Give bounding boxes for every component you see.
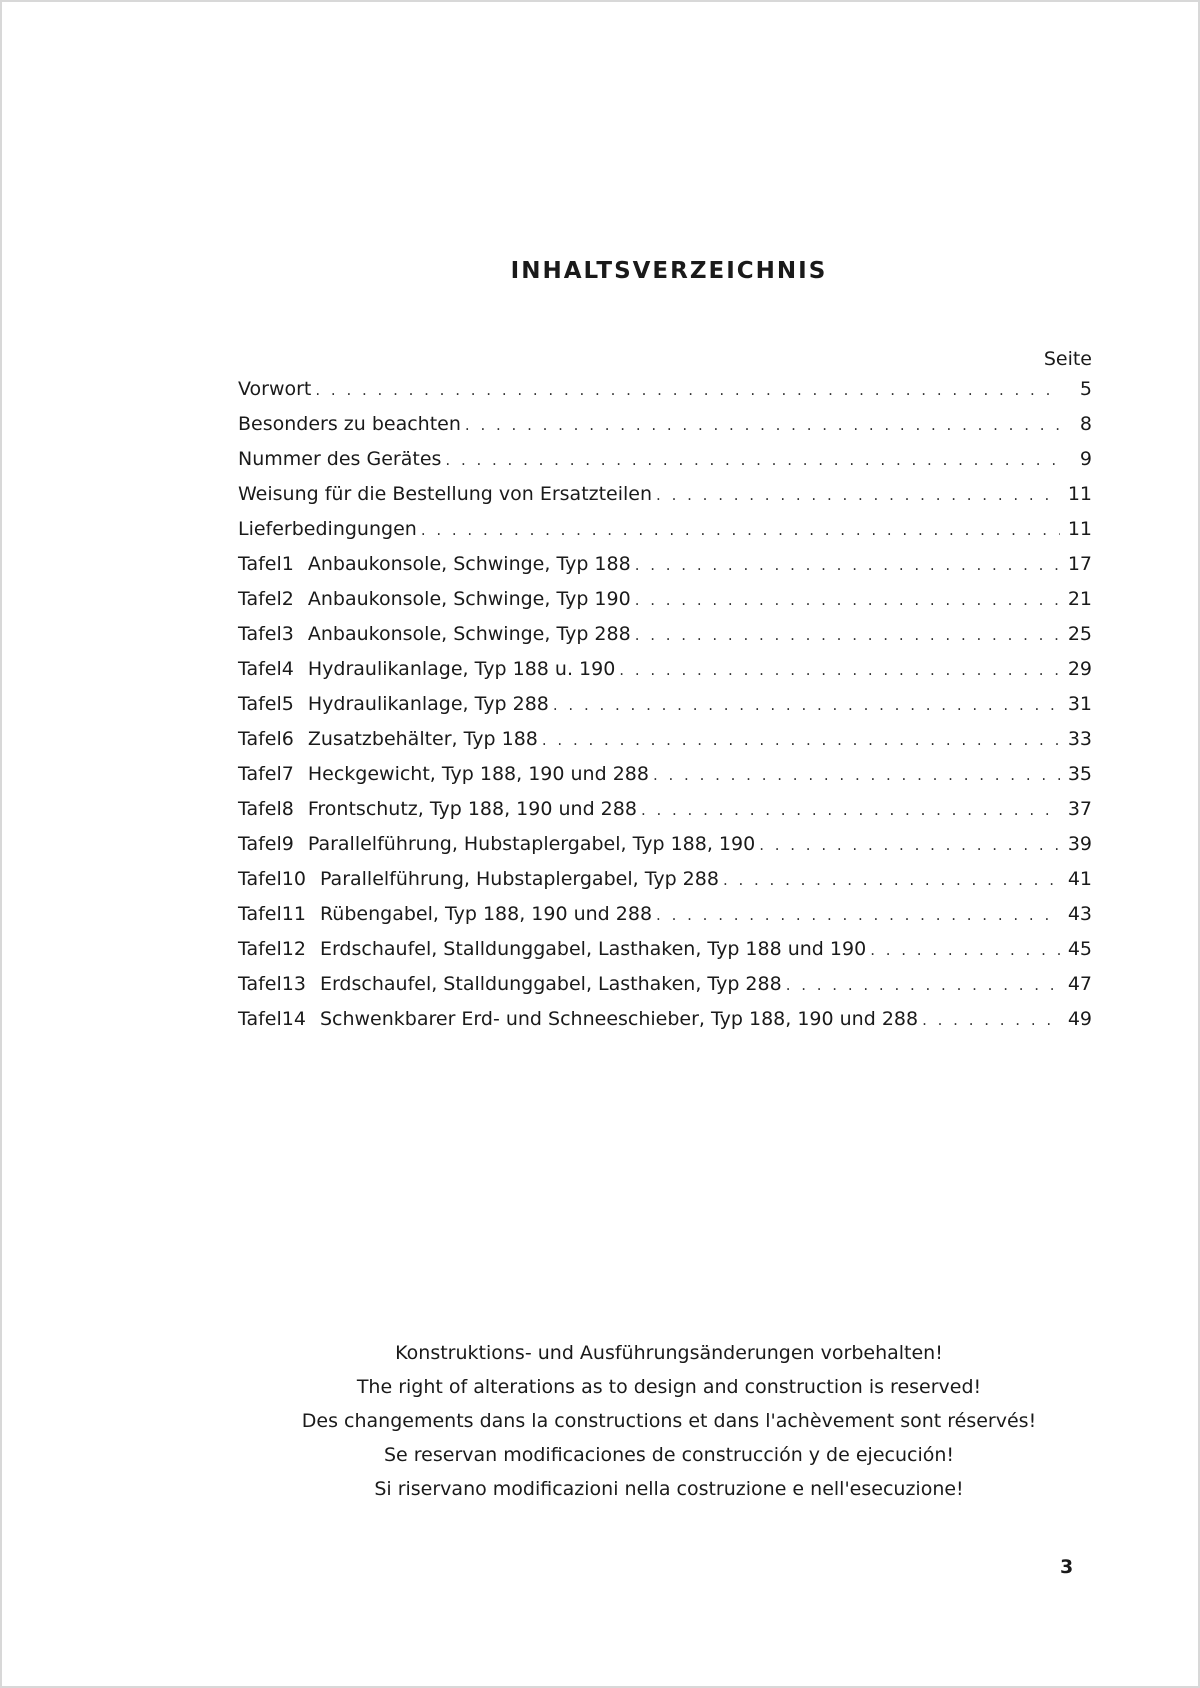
toc-entry-page: 25 xyxy=(1067,623,1092,645)
toc-entry-label: Heckgewicht, Typ 188, 190 und 288 xyxy=(307,763,649,785)
toc-entry-leader-dots xyxy=(542,731,1060,749)
page-number: 3 xyxy=(1060,1556,1074,1578)
toc-entry-leader-dots xyxy=(635,591,1060,609)
toc-entry-leader-dots xyxy=(786,976,1060,994)
toc-entry-page: 8 xyxy=(1079,413,1092,435)
toc-entry-leader-dots xyxy=(635,626,1060,644)
toc-entry-number: 14 xyxy=(281,1008,306,1030)
toc-entry-number: 10 xyxy=(281,868,306,890)
toc-entry-tafel: Tafel xyxy=(238,868,282,890)
toc-entry-label: Anbaukonsole, Schwinge, Typ 190 xyxy=(307,588,631,610)
toc-entry-page: 29 xyxy=(1067,658,1092,680)
toc-entry-tafel: Tafel xyxy=(238,903,282,925)
toc-entry-page: 41 xyxy=(1067,868,1092,890)
toc-entry xyxy=(238,763,1092,798)
toc-entry xyxy=(238,973,1092,1008)
toc-entry xyxy=(238,903,1092,938)
toc-entry-page: 11 xyxy=(1067,518,1092,540)
toc-entry-leader-dots xyxy=(635,556,1060,574)
toc-entry-page: 9 xyxy=(1079,448,1092,470)
toc-entry-tafel: Tafel xyxy=(238,973,282,995)
toc-entry-number: 9 xyxy=(281,833,294,855)
toc-entry-tafel: Tafel xyxy=(238,763,282,785)
toc-entry xyxy=(238,378,1092,413)
toc-entry-page: 17 xyxy=(1067,553,1092,575)
toc-entry-leader-dots xyxy=(922,1011,1060,1029)
toc-entry-page: 47 xyxy=(1067,973,1092,995)
toc-entry-number: 4 xyxy=(281,658,294,680)
toc-entry-number: 11 xyxy=(281,903,306,925)
toc-entry-label: Frontschutz, Typ 188, 190 und 288 xyxy=(307,798,637,820)
toc-entry-page: 43 xyxy=(1067,903,1092,925)
toc-entry xyxy=(238,658,1092,693)
toc-entry-label: Nummer des Gerätes xyxy=(238,448,442,470)
toc-entry-leader-dots xyxy=(553,696,1060,714)
toc-entry xyxy=(238,693,1092,728)
toc-entry-number: 3 xyxy=(281,623,294,645)
toc-entry-number: 7 xyxy=(281,763,294,785)
toc-entry-leader-dots xyxy=(759,836,1060,854)
toc-entry xyxy=(238,413,1092,448)
page-title: INHALTSVERZEICHNIS xyxy=(510,258,828,284)
toc-entry xyxy=(238,588,1092,623)
toc-entry-label: Zusatzbehälter, Typ 188 xyxy=(307,728,538,750)
toc-entry xyxy=(238,798,1092,833)
toc-entry-leader-dots xyxy=(315,381,1060,399)
toc-entry xyxy=(238,938,1092,973)
toc-entry xyxy=(238,868,1092,903)
toc-entry-label: Vorwort xyxy=(238,378,312,400)
toc-entry-leader-dots xyxy=(445,451,1060,469)
toc-entry-leader-dots xyxy=(421,521,1060,539)
toc-entry-tafel: Tafel xyxy=(238,1008,282,1030)
toc-entry-page: 37 xyxy=(1067,798,1092,820)
reservation-notes xyxy=(2,1336,1200,1506)
toc-entry xyxy=(238,448,1092,483)
toc-entry xyxy=(238,483,1092,518)
toc-entry-number: 8 xyxy=(281,798,294,820)
toc-entry-label: Anbaukonsole, Schwinge, Typ 188 xyxy=(307,553,631,575)
toc-entry-tafel: Tafel xyxy=(238,623,282,645)
toc-entry-label: Lieferbedingungen xyxy=(238,518,417,540)
toc-entry-page: 45 xyxy=(1067,938,1092,960)
toc-entry-leader-dots xyxy=(656,486,1060,504)
toc-entry xyxy=(238,833,1092,868)
toc-entry xyxy=(238,623,1092,658)
note-french: Des changements dans la constructions et dans l'achèvement sont réservés! xyxy=(301,1410,1037,1432)
toc-entry-page: 49 xyxy=(1067,1008,1092,1030)
seite-column-header: Seite xyxy=(1043,348,1092,370)
table-of-contents xyxy=(238,348,1092,1043)
toc-entry-tafel: Tafel xyxy=(238,798,282,820)
toc-entry-page: 35 xyxy=(1067,763,1092,785)
toc-entry-label: Parallelführung, Hubstaplergabel, Typ 188, 190 xyxy=(307,833,756,855)
toc-entry-number: 1 xyxy=(281,553,294,575)
note-english: The right of alterations as to design and construction is reserved! xyxy=(356,1376,982,1398)
toc-entry-number: 5 xyxy=(281,693,294,715)
toc-entry-label: Besonders zu beachten xyxy=(238,413,461,435)
toc-entry-page: 21 xyxy=(1067,588,1092,610)
toc-entry-label: Rübengabel, Typ 188, 190 und 288 xyxy=(319,903,653,925)
toc-entry-tafel: Tafel xyxy=(238,833,282,855)
toc-entry-label: Weisung für die Bestellung von Ersatzteilen xyxy=(238,483,653,505)
note-spanish: Se reservan modificaciones de construcción y de ejecución! xyxy=(384,1444,954,1466)
toc-entry xyxy=(238,518,1092,553)
toc-entry-page: 39 xyxy=(1067,833,1092,855)
toc-entry-leader-dots xyxy=(870,941,1060,959)
toc-entry-page: 31 xyxy=(1067,693,1092,715)
toc-entry xyxy=(238,553,1092,588)
toc-entry-label: Parallelführung, Hubstaplergabel, Typ 288 xyxy=(319,868,719,890)
toc-entry-page: 11 xyxy=(1067,483,1092,505)
toc-entry-leader-dots xyxy=(656,906,1060,924)
toc-entry-leader-dots xyxy=(619,661,1060,679)
toc-entry-tafel: Tafel xyxy=(238,693,282,715)
toc-list xyxy=(238,378,1092,1043)
toc-entry xyxy=(238,1008,1092,1043)
toc-entry-page: 33 xyxy=(1067,728,1092,750)
toc-entry-leader-dots xyxy=(641,801,1060,819)
toc-entry-tafel: Tafel xyxy=(238,728,282,750)
toc-entry-leader-dots xyxy=(465,416,1060,434)
toc-entry-label: Erdschaufel, Stalldunggabel, Lasthaken, Typ 188 und 190 xyxy=(319,938,867,960)
toc-entry-label: Anbaukonsole, Schwinge, Typ 288 xyxy=(307,623,631,645)
toc-entry-tafel: Tafel xyxy=(238,938,282,960)
toc-entry-label: Erdschaufel, Stalldunggabel, Lasthaken, Typ 288 xyxy=(319,973,782,995)
note-italian: Si riservano modificazioni nella costruzione e nell'esecuzione! xyxy=(374,1478,964,1500)
toc-entry-leader-dots xyxy=(723,871,1060,889)
toc-entry xyxy=(238,728,1092,763)
note-german: Konstruktions- und Ausführungsänderungen vorbehalten! xyxy=(395,1342,943,1364)
toc-entry-number: 12 xyxy=(281,938,306,960)
toc-entry-tafel: Tafel xyxy=(238,553,282,575)
toc-entry-label: Schwenkbarer Erd- und Schneeschieber, Typ 188, 190 und 288 xyxy=(319,1008,919,1030)
toc-entry-leader-dots xyxy=(653,766,1060,784)
toc-entry-tafel: Tafel xyxy=(238,588,282,610)
toc-entry-label: Hydraulikanlage, Typ 288 xyxy=(307,693,549,715)
toc-entry-number: 13 xyxy=(281,973,306,995)
toc-entry-number: 6 xyxy=(281,728,294,750)
toc-entry-tafel: Tafel xyxy=(238,658,282,680)
toc-entry-number: 2 xyxy=(281,588,294,610)
toc-entry-label: Hydraulikanlage, Typ 188 u. 190 xyxy=(307,658,616,680)
toc-entry-page: 5 xyxy=(1079,378,1092,400)
